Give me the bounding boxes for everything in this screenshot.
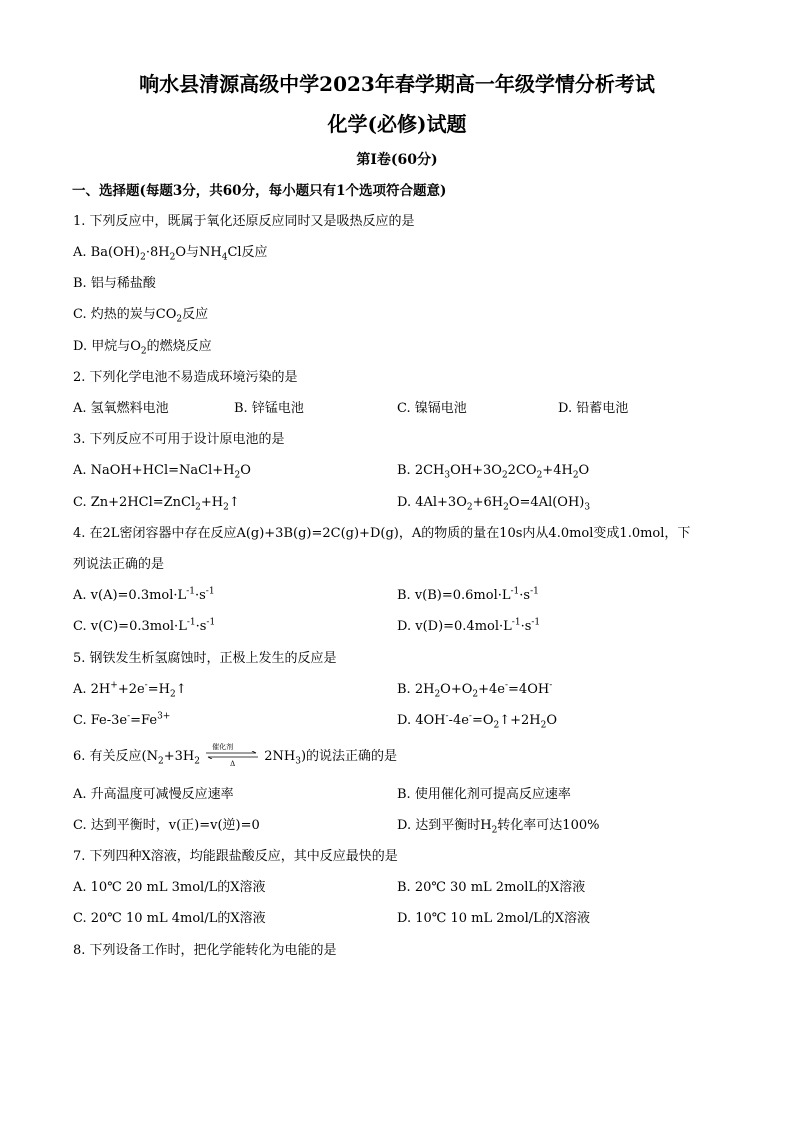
q2-option-d: D. 铅蓄电池	[558, 401, 629, 416]
q3-option-d: D. $4Al+3O_2+6H_2O=4Al(OH)_3$	[397, 495, 591, 513]
q1-option-a: A. $Ba(OH)_2\cdot 8H_2O$与$NH_4Cl$反应	[73, 245, 268, 263]
q4-option-a: A. $v(A)=0.3mol\cdot L^{-1}\cdot s^{-1}$	[73, 586, 215, 603]
q7-option-c: C. 20℃ 10 mL 4mol/L的X溶液	[73, 911, 266, 926]
q3-option-a: A. $NaOH+HCl=NaCl+H_2O$	[73, 463, 251, 481]
q4-stem-line2: 列说法正确的是	[73, 557, 165, 572]
q3-option-c: C. $Zn+2HCl=ZnCl_2+H_2↑$	[73, 495, 240, 513]
q3-stem: 3. 下列反应不可用于设计原电池的是	[73, 432, 285, 447]
q7-stem: 7. 下列四种X溶液，均能跟盐酸反应，其中反应最快的是	[73, 849, 398, 864]
q5-option-a: A. $2H^++2e^-=H_2↑$	[73, 680, 187, 700]
volume-heading: 第Ⅰ卷(60分)	[356, 152, 438, 168]
q6-option-b: B. 使用催化剂可提高反应速率	[397, 787, 571, 802]
exam-title: 响水县清源高级中学2023年春学期高一年级学情分析考试	[139, 72, 655, 96]
q2-stem: 2. 下列化学电池不易造成环境污染的是	[73, 370, 298, 385]
q5-option-d: D. $4OH^--4e^-=O_2↑+2H_2O$	[397, 711, 558, 731]
q6-option-d: D. 达到平衡时$H_2$转化率可达100%	[397, 818, 600, 836]
reversible-arrow	[204, 742, 260, 768]
q1-option-b: B. 铝与稀盐酸	[73, 276, 156, 291]
q6-option-c: C. 达到平衡时，v(正)=v(逆)=0	[73, 818, 260, 833]
arrow-heat-label: Δ	[230, 759, 236, 768]
q5-option-c: C. $Fe-3e^-=Fe^{3+}$	[73, 711, 171, 728]
q6-option-a: A. 升高温度可减慢反应速率	[73, 787, 234, 802]
q1-stem: 1. 下列反应中，既属于氧化还原反应同时又是吸热反应的是	[73, 214, 415, 229]
q1-option-d: D. 甲烷与$O_2$的燃烧反应	[73, 339, 212, 357]
q2-option-c: C. 镍镉电池	[397, 401, 467, 416]
q6-stem: 6. 有关反应($N_2+3H_2$ 催化剂 Δ $2NH_3$)的说法正确的是	[73, 742, 398, 768]
q3-option-b: B. $2CH_3OH+3O_22CO_2+4H_2O$	[397, 463, 590, 481]
q1-option-c: C. 灼热的炭与$CO_2$反应	[73, 307, 209, 325]
q2-option-a: A. 氢氧燃料电池	[73, 401, 169, 416]
q4-option-b: B. $v(B)=0.6mol\cdot L^{-1}\cdot s^{-1}$	[397, 586, 539, 603]
q7-option-a: A. 10℃ 20 mL 3mol/L的X溶液	[73, 880, 266, 895]
q5-option-b: B. $2H_2O+O_2+4e^-=4OH^-$	[397, 680, 553, 700]
q2-option-b: B. 锌锰电池	[234, 401, 304, 416]
q4-option-c: C. $v(C)=0.3mol\cdot L^{-1}\cdot s^{-1}$	[73, 617, 216, 634]
q7-option-b: B. 20℃ 30 mL 2molL的X溶液	[397, 880, 586, 895]
q5-stem: 5. 钢铁发生析氢腐蚀时，正极上发生的反应是	[73, 651, 337, 666]
q7-option-d: D. 10℃ 10 mL 2mol/L的X溶液	[397, 911, 591, 926]
q8-stem: 8. 下列设备工作时，把化学能转化为电能的是	[73, 943, 337, 958]
equilibrium-arrow-icon	[204, 751, 260, 759]
section-heading: 一、选择题(每题3分，共60分，每小题只有1个选项符合题意)	[72, 183, 447, 199]
exam-subtitle: 化学(必修)试题	[327, 112, 467, 136]
q4-option-d: D. $v(D)=0.4mol\cdot L^{-1}\cdot s^{-1}$	[397, 617, 541, 634]
q4-stem-line1: 4. 在2L密闭容器中存在反应A(g)+3B(g)=2C(g)+D(g)，A的物质的量在10s内从4.0mol变成1.0mol，下	[73, 526, 691, 541]
arrow-catalyst-label: 催化剂	[212, 742, 234, 751]
